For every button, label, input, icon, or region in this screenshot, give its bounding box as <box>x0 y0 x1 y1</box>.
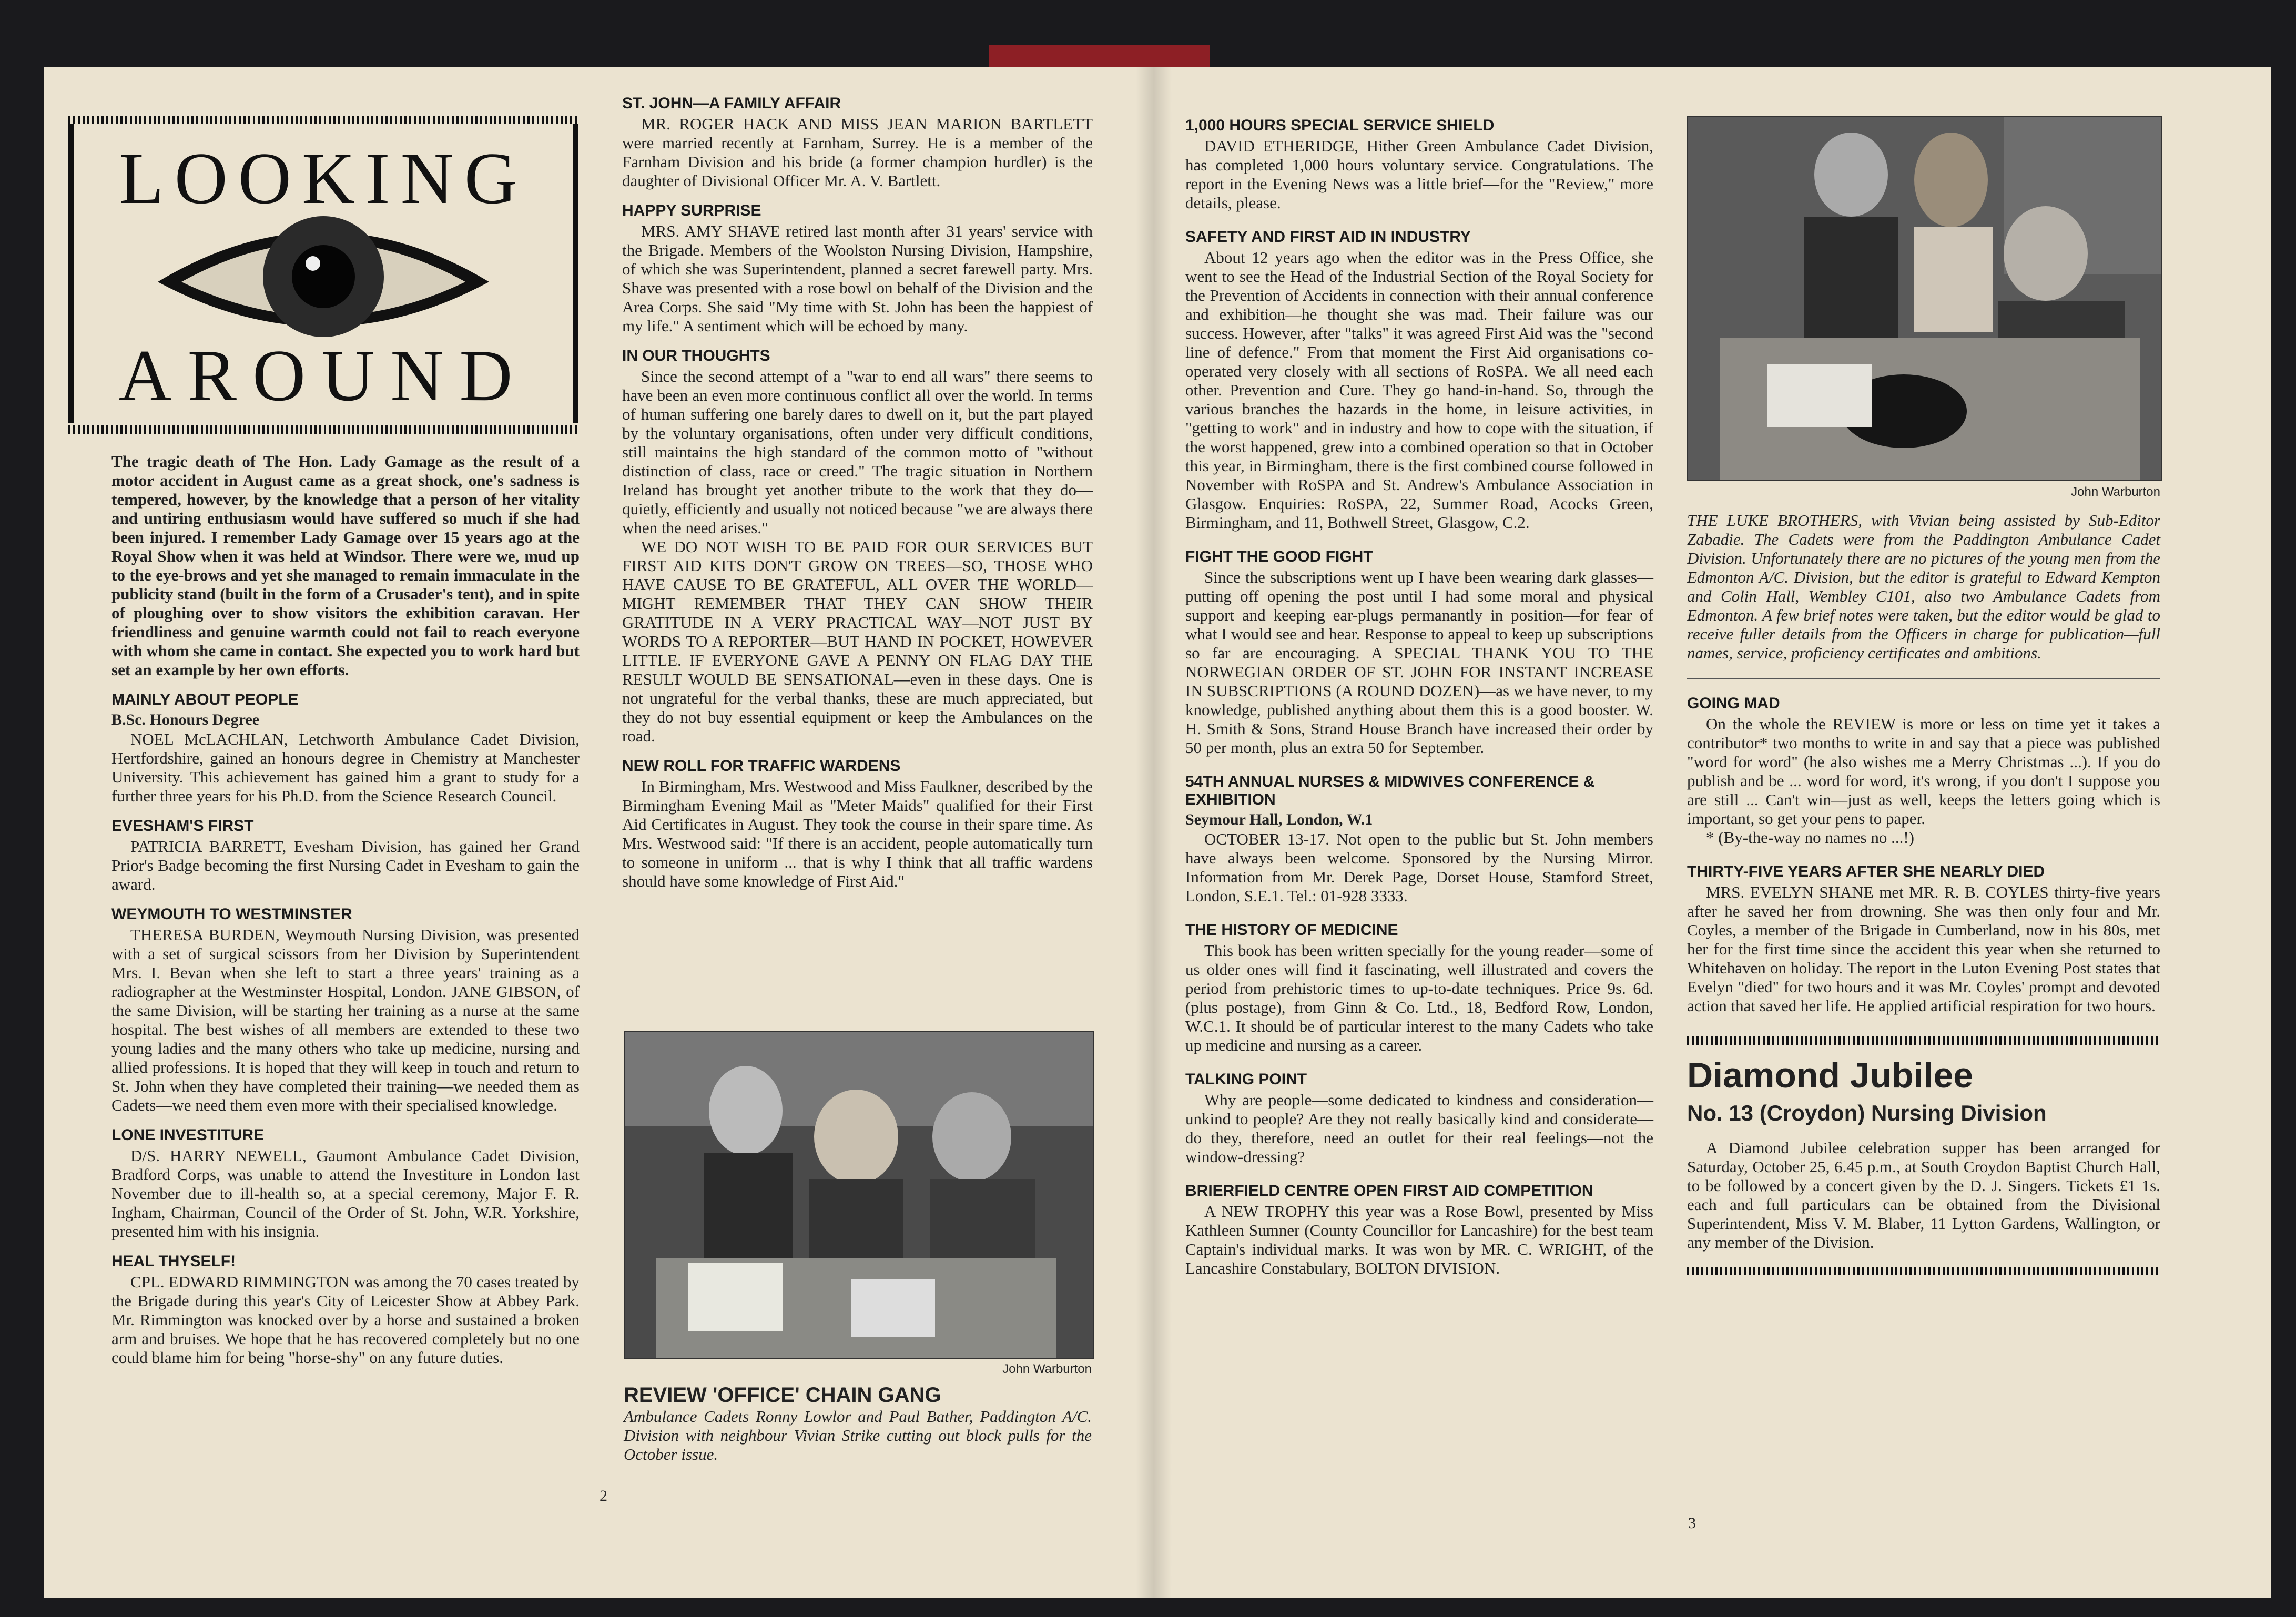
article-thoughts-2: WE DO NOT WISH TO BE PAID FOR OUR SERVICES BUT FIRST AID KITS DON'T GROW ON TREES—SO, THOSE WHO HAVE CAUSE TO BE GRATEFUL, ALL OVER THE WORLD—MIGHT REMEMBER THAT THEY CAN SHOW THEIR GRATITUDE IN A VERY PRACTICAL WAY—NOT JUST BY WORDS TO A REPORTER—BUT HAND IN POCKET, HOWEVER LITTLE. IF EVERYONE GAVE A PENNY ON FLAG DAY THE RESULT WOULD BE SENSATIONAL—even in these days. One is not ungrateful for the verbal thanks, these are much appreciated, but they do not buy essential equipment or keep the Ambulances on the road. <box>622 537 1093 745</box>
right-column-2 <box>1687 480 2160 1275</box>
heading-history-medicine: THE HISTORY OF MEDICINE <box>1185 921 1398 939</box>
diamond-jubilee-title: Diamond Jubilee <box>1687 1055 1974 1095</box>
photo-chain-gang <box>624 1031 1094 1359</box>
diamond-jubilee-subtitle: No. 13 (Croydon) Nursing Division <box>1687 1101 2047 1125</box>
caption-luke-brothers: THE LUKE BROTHERS, with Vivian being assisted by Sub-Editor Zabadie. The Cadets were from the Paddington Ambulance Cadet Division. Unfortunately there are no pictures of the young men from the Edmonton A/C. Division, but the editor is grateful to Edward Kempton and Colin Hall, Wembley C101, also two Ambulance Cadets from Edmonton. A few brief notes were taken, but the editor would be glad to receive fuller details from the Officers in charge for publication—full names, service, proficiency certificates and ambitions. <box>1687 511 2160 662</box>
caption-chain-gang: Ambulance Cadets Ronny Lowlor and Paul Bather, Paddington A/C. Division with neighbour Vivian Strike cutting out block pulls for the October issue. <box>624 1407 1092 1463</box>
left-column <box>111 452 580 1367</box>
divider-rule <box>1687 678 2160 679</box>
article-subscriptions: Since the subscriptions went up I have been wearing dark glasses—putting off opening the post until I had some moral and physical support and keeping ear-plugs permanantly in position—for fear of what I would see and hear. Response to appeal to keep up subscriptions so far are encouraging. A SPECIAL THANK YOU TO THE NORWEGIAN ORDER OF ST. JOHN FOR INSTANT INCREASE IN SUBSCRIPTIONS (A ROUND DOZEN)—as we have never, to my knowledge, published anything about them this is a good booster. W. H. Smith & Sons, Strand House Branch have increased their order by 50 per month, plus an extra 50 for September. <box>1185 568 1653 757</box>
caption-title-chain-gang: REVIEW 'OFFICE' CHAIN GANG <box>624 1384 941 1407</box>
photo-credit-1: John Warburton <box>1002 1362 1092 1376</box>
heading-safety-first-aid: SAFETY AND FIRST AID IN INDUSTRY <box>1185 228 1471 246</box>
page-number-2: 2 <box>600 1487 607 1504</box>
article-newell: D/S. HARRY NEWELL, Gaumont Ambulance Cadet Division, Bradford Corps, was unable to attend the Investiture in London last November due to ill-health so, at a special ceremony, Major F. R. Ingham, Chairman, Council of the Order of St. John, W.R. Yorkshire, presented him with his insignia. <box>111 1146 580 1240</box>
eye-icon <box>68 124 578 423</box>
heading-weymouth: WEYMOUTH TO WESTMINSTER <box>111 906 352 923</box>
heading-lone-investiture: LONE INVESTITURE <box>111 1126 265 1144</box>
heading-brierfield: BRIERFIELD CENTRE OPEN FIRST AID COMPETITION <box>1185 1182 1593 1199</box>
page-number-3: 3 <box>1688 1514 1696 1532</box>
gutter-shadow <box>1136 67 1172 1598</box>
intro-text: The tragic death of The Hon. Lady Gamage as the result of a motor accident in August came as a great shock, one's sadness is tempered, however, by the knowledge that a person of her vitality and untiring enthusiasm would have suffered so much if she had been injured. I remember Lady Gamage over 15 years ago at the Royal Show when it was held at Windsor. There were we, mud up to the eye-brows and yet she managed to remain immaculate in the publicity stand (built in the form of a Crusader's tent), and in spite of ploughing over to show visitors the exhibition caravan. Her friendliness and genuine warmth could not fail to reach everyone with whom she came in contact. She expected you to work hard but set an example by her own efforts. <box>111 452 580 679</box>
footnote-going-mad: * (By-the-way no names no ...!) <box>1706 828 1915 847</box>
photo-image-icon <box>625 1032 1093 1358</box>
article-history: This book has been written specially for the young reader—some of us older ones will find it fascinating, well illustrated and covers the period from prehistoric times to up-to-date techniques. Price 9s. 6d. (plus postage), from Ginn & Co. Ltd., 18, Bedford Row, London, W.C.1. It should be of particular interest to the many Cadets who take up medicine and nursing as a career. <box>1185 941 1653 1054</box>
photo-luke-brothers <box>1687 116 2162 481</box>
heading-heal-thyself: HEAL THYSELF! <box>111 1253 236 1270</box>
heading-thirty-five-years: THIRTY-FIVE YEARS AFTER SHE NEARLY DIED <box>1687 863 2045 880</box>
heading-talking-point: TALKING POINT <box>1185 1071 1307 1088</box>
subheading-seymour-hall: Seymour Hall, London, W.1 <box>1185 811 1373 828</box>
heading-special-service-shield: 1,000 HOURS SPECIAL SERVICE SHIELD <box>1185 117 1495 134</box>
article-diamond-jubilee: A Diamond Jubilee celebration supper has been arranged for Saturday, October 25, 6.45 p.m., at South Croydon Baptist Church Hall, to be followed by a concert given by the D. J. Singers. Tickets £1 1s. each and full particulars can be obtained from the Divisional Superintendent, Miss V. M. Blaber, 11 Lytton Gardens, Wallington, or any member of the Division. <box>1687 1138 2160 1252</box>
heading-going-mad: GOING MAD <box>1687 695 1780 712</box>
article-mclachlan: NOEL McLACHLAN, Letchworth Ambulance Cadet Division, Hertfordshire, gained an honours degree in Chemistry at Manchester University. This achievement has gained him a grant to study for a further three years for his Ph.D. from the Science Research Council. <box>111 730 580 805</box>
heading-family-affair: ST. JOHN—A FAMILY AFFAIR <box>622 95 841 112</box>
article-conference: OCTOBER 13-17. Not open to the public but St. John members have always been welcome. Sponsored by the Nursing Mirror. Information from Mr. Derek Page, Dorset House, Stamford Street, London, S.E.1. Tel.: 01-928 3333. <box>1185 830 1653 905</box>
logo-letters-top: LOOKING <box>119 138 528 219</box>
heading-mainly-about-people: MAINLY ABOUT PEOPLE <box>111 691 299 708</box>
heading-traffic-wardens: NEW ROLL FOR TRAFFIC WARDENS <box>622 757 901 775</box>
article-wardens: In Birmingham, Mrs. Westwood and Miss Faulkner, described by the Birmingham Evening Mail as "Meter Maids" qualified for their First Aid Certificates in August. They took the course in their spare time. As Mrs. Westwood said: "If there is an accident, people automatically turn to someone in uniform ... that is why I think that all traffic wardens should have some knowledge of First Aid." <box>622 777 1093 890</box>
middle-column <box>622 95 1093 891</box>
article-rospa: About 12 years ago when the editor was in the Press Office, she went to see the Head of the Industrial Section of the Royal Society for the Prevention of Accidents in connection with their annual conference and exhibition—he thought she was mad. Their failure was our success. However, after "talks" it was agreed First Aid was the "second line of defence." From that moment the First Aid organisations co-operated very closely with all sections of RoSPA. We all need each other. Prevention and Cure. They go hand-in-hand. So, through the various branches the hazards in the home, in leisure activities, in "getting to work" and in industry and how to cope with the situation, if the worst happened, grew into a combined operation so that in October this year, in Birmingham, there is the first combined course followed in November with RoSPA and St. Andrew's Ambulance Association in Glasgow. Enquiries: RoSPA, 22, Summer Road, Acocks Green, Birmingham, and 11, Bothwell Street, Glasgow, C.2. <box>1185 248 1653 532</box>
article-thoughts-1: Since the second attempt of a "war to end all wars" there seems to have been an even more continuous conflict all over the world. In terms of human suffering one barely dares to dwell on it, but the part played by the voluntary organisations, often under very difficult conditions, still maintains the high standard of the common motto of "without distinction of class, race or creed." The tragic situation in Northern Ireland has brought yet another tribute to the work that they do—quietly, efficiently and usually not noticed because "we are always there when the need arises." <box>622 367 1093 537</box>
heading-fight-good-fight: FIGHT THE GOOD FIGHT <box>1185 548 1373 565</box>
jubilee-bar-bottom <box>1687 1267 2160 1275</box>
photo-credit-2: John Warburton <box>2071 485 2160 499</box>
article-rimmington: CPL. EDWARD RIMMINGTON was among the 70 cases treated by the Brigade during this year's City of Leicester Show at Abbey Park. Mr. Rimmington was knocked over by a horse and sustained a broken arm and bruises. We hope that he has recovered completely but no one could blame him for being "horse-shy" on any future duties. <box>111 1273 580 1367</box>
article-burden: THERESA BURDEN, Weymouth Nursing Division, was presented with a set of surgical scissors from her Division by Superintendent Mrs. I. Bevan when she left to start a three years' training as a radiographer at the Westminster Hospital, London. JANE GIBSON, of the same Division, will be starting her training as a nurse at the same hospital. The best wishes of all members are extended to these two young ladies and the many others who take up medicine, nursing and allied professions. It is hoped that they will keep in touch and return to St. John when they have completed their training—we needed them as Cadets—we need them even more with their specialised knowledge. <box>111 926 580 1114</box>
article-talking-point: Why are people—some dedicated to kindness and consideration—unkind to people? Are they not really basically kind and considerate—do they, therefore, need an outlet for their real feelings—not the window-dressing? <box>1185 1091 1653 1166</box>
heading-eveshams-first: EVESHAM'S FIRST <box>111 817 254 835</box>
subheading-bsc: B.Sc. Honours Degree <box>111 711 260 728</box>
heading-nurses-conference: 54TH ANNUAL NURSES & MIDWIVES CONFERENCE & EXHIBITION <box>1185 773 1595 808</box>
heading-happy-surprise: HAPPY SURPRISE <box>622 202 761 219</box>
middle-caption <box>624 1357 1092 1464</box>
logo-bar-top <box>68 116 578 124</box>
article-shave: MRS. AMY SHAVE retired last month after 31 years' service with the Brigade. Members of the Woolston Nursing Division, Hampshire, of which she was Superintendent, planned a secret farewell party. Mrs. Shave was presented with a rose bowl on behalf of the Division and the Area Corps. She said "My time with St. John has been the happiest of my life." A sentiment which will be echoed by many. <box>622 222 1093 335</box>
logo-letters-bottom: AROUND <box>118 335 529 416</box>
looking-around-logo <box>68 116 578 431</box>
heading-in-our-thoughts: IN OUR THOUGHTS <box>622 347 770 364</box>
article-shane: MRS. EVELYN SHANE met MR. R. B. COYLES thirty-five years after he saved her from drowning. She was then only four and Mr. Coyles, a member of the Brigade in Cumberland, now in his 80s, met her for the first time since the accident this year when she returned to Whitehaven on holiday. The report in the Luton Evening Post states that Evelyn "died" for two hours and it was Mr. Coyles' prompt and devoted action that saved her life. He applied artificial respiration for two hours. <box>1687 883 2160 1015</box>
article-hack: MR. ROGER HACK AND MISS JEAN MARION BARTLETT were married recently at Farnham, Surrey. He is a member of the Farnham Division and his bride (a former champion hurdler) is the daughter of Divisional Officer Mr. A. V. Bartlett. <box>622 115 1093 190</box>
jubilee-bar-top <box>1687 1036 2160 1045</box>
article-brierfield: A NEW TROPHY this year was a Rose Bowl, presented by Miss Kathleen Sumner (County Councillor for Lancashire) for the best team Captain's individual marks. It was won by MR. C. WRIGHT, of the Lancashire Constabulary, BOLTON DIVISION. <box>1185 1202 1653 1277</box>
article-barrett: PATRICIA BARRETT, Evesham Division, has gained her Grand Prior's Badge becoming the first Nursing Cadet in Evesham to gain the award. <box>111 837 580 893</box>
right-column-1 <box>1185 117 1653 1278</box>
article-etheridge: DAVID ETHERIDGE, Hither Green Ambulance Cadet Division, has completed 1,000 hours voluntary service. Congratulations. The report in the Evening News was a little brief—for the "Review," more details, please. <box>1185 137 1653 212</box>
logo-bar-bottom <box>68 425 578 434</box>
photo-image-icon-2 <box>1688 117 2161 480</box>
article-going-mad: On the whole the REVIEW is more or less on time yet it takes a contributor* two months to write in and say that a piece was published "word for word" (he also wishes me a Merry Christmas ...). If you do publish and be ... word for word, it's wrong, if you don't I suppose you are still ... Can't win—just as well, keeps the letters going which is important, so get your pens to paper. <box>1687 715 2160 828</box>
